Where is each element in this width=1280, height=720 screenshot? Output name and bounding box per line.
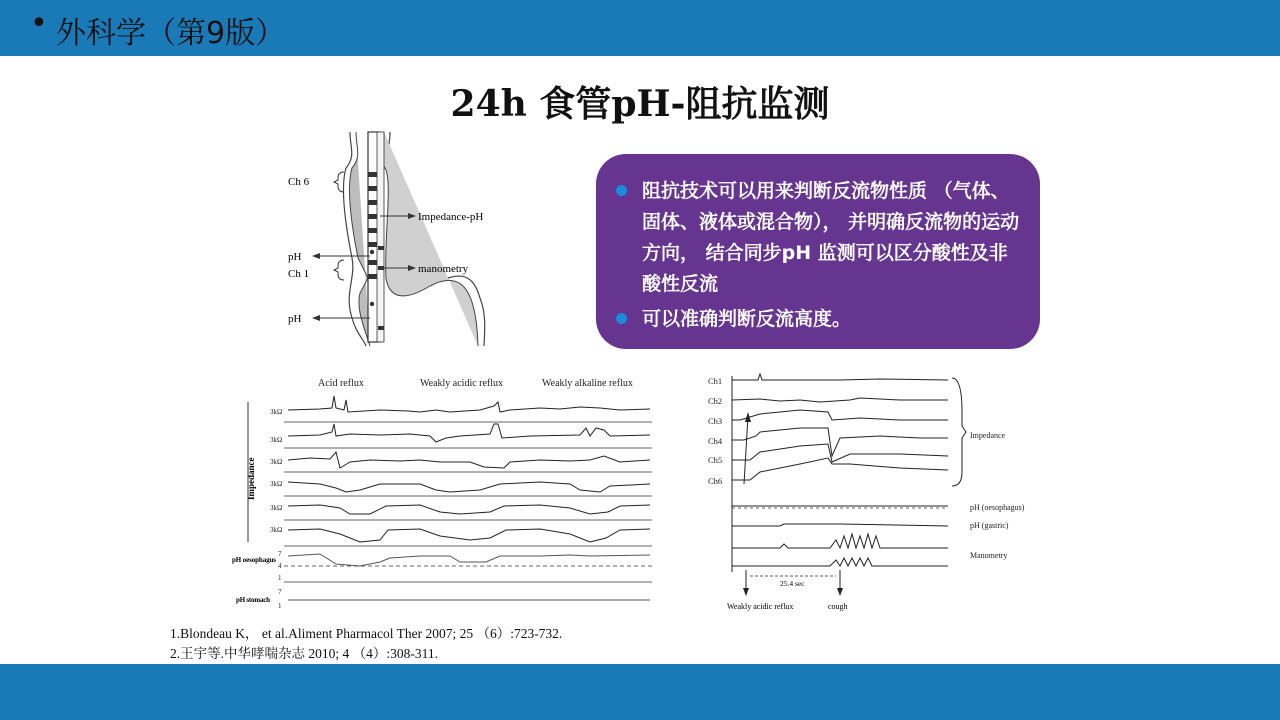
scale-label: 3kΩ — [270, 458, 283, 466]
ph-tick-1: 1 — [278, 602, 282, 610]
impedance-label-left: Impedance — [246, 457, 256, 500]
slide-title: 24h 食管pH-阻抗监测 — [450, 83, 830, 125]
scale-label: 3kΩ — [270, 504, 283, 512]
callout-text-2: 可以准确判断反流高度。 — [642, 308, 852, 330]
channel-label: Ch4 — [708, 436, 723, 446]
references — [170, 624, 562, 664]
ph-stomach-label: pH stomach — [236, 596, 270, 604]
label-manometry: manometry — [418, 263, 469, 275]
bullet-dot-icon — [616, 313, 627, 324]
ph-tick-7: 7 — [278, 588, 282, 596]
ph-oesophagus-label: pH oesophagus — [232, 556, 276, 564]
channel-label: Ch5 — [708, 455, 723, 465]
ph-tick-4: 4 — [278, 562, 282, 570]
label-ph-upper: pH — [288, 251, 302, 263]
scale-label: 3kΩ — [270, 436, 283, 444]
header-bullet: • — [30, 6, 48, 41]
scale-label: 3kΩ — [270, 526, 283, 534]
ph-tick-1: 1 — [278, 574, 282, 582]
label-impedance-ph: Impedance-pH — [418, 211, 484, 223]
callout-box — [596, 154, 1040, 349]
reference-1: 1.Blondeau K， et al.Aliment Pharmacol Ther 2007; 25 （6）:723-732. — [170, 626, 563, 641]
event-cough: cough — [828, 602, 848, 611]
label-ph-lower: pH — [288, 313, 302, 325]
ph-oesophagus-right-label: pH (oesophagus) — [970, 503, 1025, 512]
channel-label: Ch1 — [708, 376, 723, 386]
reference-2: 2.王宇等.中华哮喘杂志 2010; 4 （4）:308-311. — [170, 646, 438, 661]
channel-label: Ch3 — [708, 416, 723, 426]
tracing-right — [700, 372, 1060, 626]
channel-label: Ch2 — [708, 396, 723, 406]
ph-tick-7: 7 — [278, 550, 282, 558]
channel-label: Ch6 — [708, 476, 723, 486]
scale-label: 3kΩ — [270, 480, 283, 488]
callout-text-1: 阻抗技术可以用来判断反流物性质 （气体、固体、液体或混合物）， 并明确反流物的运动方向， 结合同步pH 监测可以区分酸性及非酸性反流 — [642, 180, 1020, 295]
label-ch6: Ch 6 — [288, 176, 310, 188]
header-bar — [0, 0, 1280, 56]
tracing-header-acid: Acid reflux — [318, 378, 364, 389]
impedance-label-right: Impedance — [970, 431, 1006, 440]
duration-label: 25.4 sec — [780, 579, 805, 588]
manometry-right-label: Manometry — [970, 551, 1008, 560]
tracing-left — [232, 372, 660, 618]
scale-label: 3kΩ — [270, 408, 283, 416]
event-weakly-acidic: Weakly acidic reflux — [727, 602, 794, 611]
tracing-header-weak-acid: Weakly acidic reflux — [420, 378, 504, 389]
footer-bar — [0, 664, 1280, 720]
ph-gastric-label: pH (gastric) — [970, 521, 1009, 530]
label-ch1: Ch 1 — [288, 268, 310, 280]
callout-point-2 — [616, 304, 1020, 335]
catheter-diagram — [280, 128, 600, 350]
bullet-dot-icon — [616, 185, 627, 196]
book-title: 外科学（第9版） — [56, 16, 286, 51]
tracing-header-weak-alkaline: Weakly alkaline reflux — [542, 378, 633, 389]
callout-point-1 — [616, 176, 1020, 300]
